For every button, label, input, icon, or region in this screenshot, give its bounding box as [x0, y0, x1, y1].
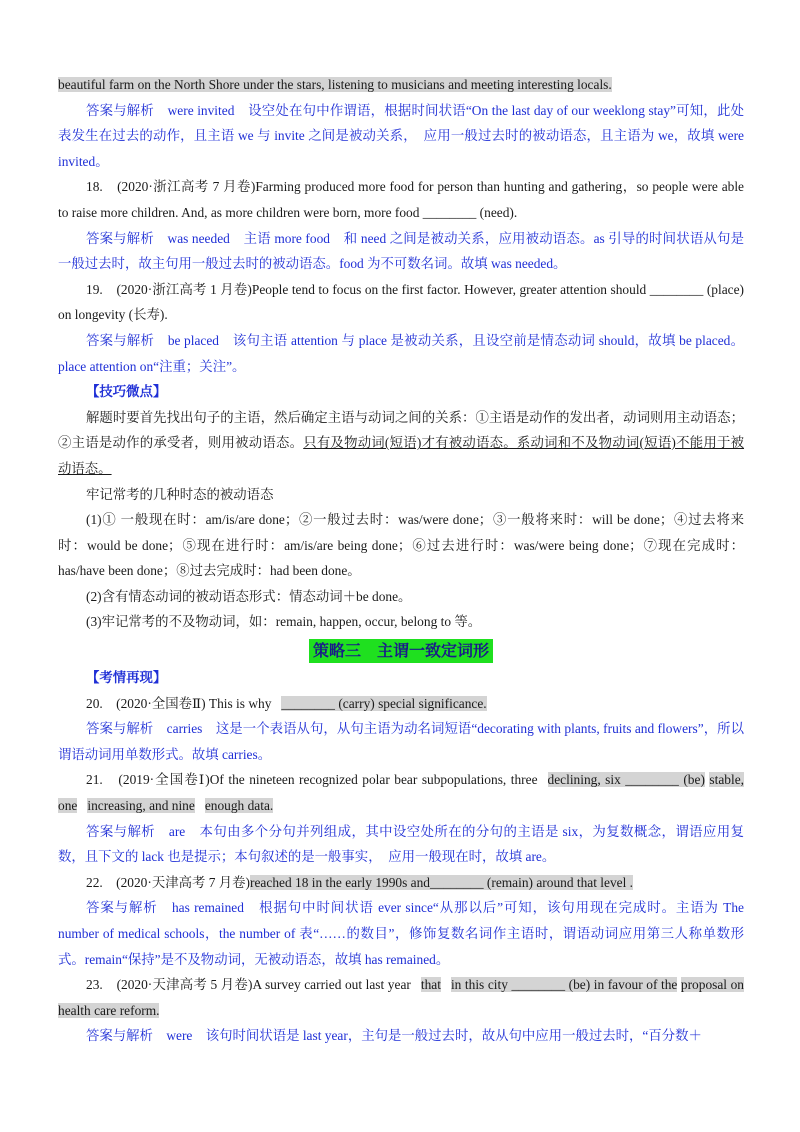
tip-paragraph: 解题时要首先找出句子的主语，然后确定主语与动词之间的关系：①主语是动作的发出者，动词则用主动语态；②主语是动作的承受者，则用被动语态。只有及物动词(短语)才有被动语态。系动词和不及物动词(短语)不能用于被动语态。	[58, 409, 745, 476]
question-23: 23. (2020·天津高考 5 月卷)A survey carried out last year that in this city ________ (be) in favour of the proposal on health care reform.	[58, 977, 744, 1018]
question-22: 22. (2020·天津高考 7 月卷)reached 18 in the early 1990s and________ (remain) around that level .	[86, 874, 634, 890]
answer-17: 答案与解析 were invited 设空处在句中作谓语，根据时间状语“On the last day of our weeklong stay”可知，此处表发生在过去的动作，且主语 we 与 invite 之间是被动关系， 应用一般过去时的被动语态，且主语为 we，故填 were invited。	[58, 102, 744, 169]
answer-20: 答案与解析 carries 这是一个表语从句，从句主语为动名词短语“decorating with plants, fruits and flowers”，所以谓语动词用单数形式。故填 carries。	[58, 721, 744, 762]
tip-heading: 【技巧微点】	[86, 384, 167, 400]
answer-22: 答案与解析 has remained 根据句中时间状语 ever since“从那以后”可知，该句用现在完成时。主语为 The number of medical schools，the number of 表“……的数目”，修饰复数名词作主语时，谓语动词应用第三人称单数形式。remain“保持”是不及物动词，无被动语态，故填 has remained。	[58, 900, 744, 967]
tip-list-1: (1)① 一般现在时：am/is/are done；②一般过去时：was/were done；③一般将来时：will be done；④过去将来时：would be done；⑤现在进行时：am/is/are being done；⑥过去进行时：was/were being done；⑦现在完成时：has/have been done；⑧过去完成时：had been done。	[58, 512, 744, 579]
strategy-heading: 策略三 主谓一致定词形	[309, 639, 493, 663]
question-21: 21. (2019·全国卷Ⅰ)Of the nineteen recognized polar bear subpopulations, three declining, six ________ (be) stable, one increasing, and nine enough data.	[58, 772, 745, 814]
answer-23: 答案与解析 were 该句时间状语是 last year，主句是一般过去时，故从句中应用一般过去时，“百分数＋	[86, 1028, 702, 1044]
exam-heading: 【考情再现】	[86, 670, 167, 686]
tip-list-3: (3)牢记常考的不及物动词，如：remain, happen, occur, belong to 等。	[86, 614, 482, 630]
document-page	[58, 72, 744, 1049]
question-19: 19. (2020·浙江高考 1 月卷)People tend to focus on the first factor. However, greater attention should ________ (place) on longevity (长寿).	[58, 281, 744, 323]
answer-18: 答案与解析 was needed 主语 more food 和 need 之间是被动关系，应用被动语态。as 引导的时间状语从句是一般过去时，故主句用一般过去时的被动语态。food 为不可数名词。故填 was needed。	[58, 230, 744, 272]
strategy-heading-wrap	[58, 639, 744, 663]
tip-subheading: 牢记常考的几种时态的被动语态	[86, 486, 274, 502]
answer-19: 答案与解析 be placed 该句主语 attention 与 place 是被动关系，且设空前是情态动词 should，故填 be placed。place attention on“注重；关注”。	[58, 332, 744, 374]
answer-21: 答案与解析 are 本句由多个分句并列组成，其中设空处所在的分句的主语是 six，为复数概念，谓语应用复数，且下文的 lack 也是提示；本句叙述的是一般事实， 应用一般现在时，故填 are。	[58, 823, 744, 865]
text-line: beautiful farm on the North Shore under the stars, listening to musicians and meeting interesting locals.	[58, 77, 612, 92]
question-18: 18. (2020·浙江高考 7 月卷)Farming produced more food for person than hunting and gathering，so people were able to raise more children. And, as more children were born, more food ________ (need).	[58, 179, 744, 220]
question-20: 20. (2020·全国卷Ⅱ) This is why ________ (carry) special significance.	[86, 695, 487, 711]
tip-list-2: (2)含有情态动词的被动语态形式：情态动词＋be done。	[86, 588, 412, 604]
